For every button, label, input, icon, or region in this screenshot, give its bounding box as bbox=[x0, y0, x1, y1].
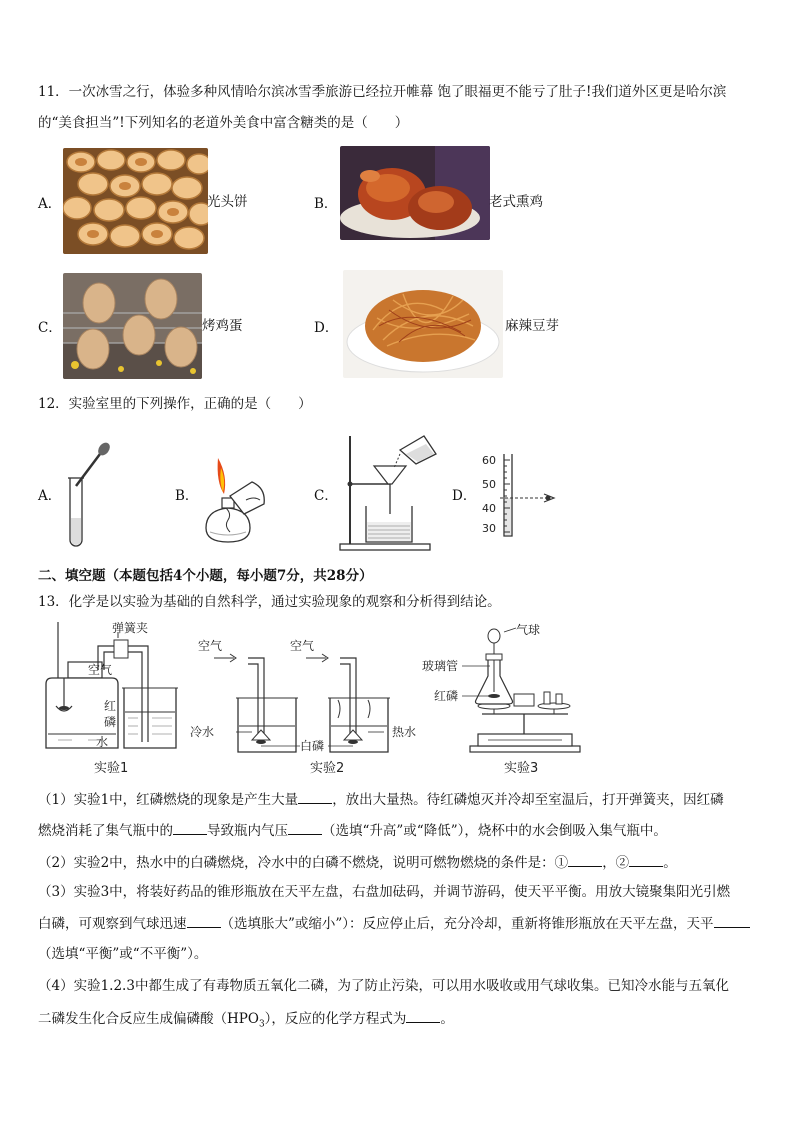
exp2-air-1: 空气 bbox=[198, 639, 223, 653]
q11-option-a-label: 光头饼 bbox=[207, 194, 248, 210]
cylinder-tick-50: 50 bbox=[482, 478, 496, 491]
exp2-white-p: 白磷 bbox=[300, 739, 325, 753]
exp3-red-p-label: 红磷 bbox=[434, 689, 459, 703]
exp1-air-label: 空气 bbox=[88, 663, 113, 677]
q11-option-b-image bbox=[340, 146, 490, 240]
q11-option-d-label: 麻辣豆芽 bbox=[505, 318, 559, 334]
q13-part2-line: （2）实验2中，热水中的白磷燃烧，冷水中的白磷不燃烧，说明可燃物燃烧的条件是：① ，② 。 bbox=[38, 852, 677, 873]
cylinder-tick-40: 40 bbox=[482, 502, 496, 515]
q12-option-a-figure bbox=[60, 440, 120, 554]
q11-stem-line2: 的“美食担当”!下列知名的老道外美食中富含糖类的是（ ） bbox=[38, 115, 409, 131]
q11-option-a-image bbox=[63, 148, 208, 254]
q11-option-a-letter[interactable]: A． bbox=[38, 196, 62, 212]
q12-option-b-letter[interactable]: B． bbox=[175, 488, 199, 504]
q12-option-c-figure bbox=[336, 432, 446, 556]
exp3-balloon-label: 气球 bbox=[516, 623, 541, 637]
exp3-caption: 实验3 bbox=[504, 761, 539, 776]
section-2-heading: 二、填空题（本题包括4个小题，每小题7分，共28分） bbox=[38, 568, 373, 584]
blank-1-1[interactable] bbox=[298, 789, 332, 804]
q11-option-c-letter[interactable]: C． bbox=[38, 320, 62, 336]
experiment-1-apparatus bbox=[46, 622, 178, 748]
q11-option-c-label: 烤鸡蛋 bbox=[202, 318, 243, 334]
exp1-clamp-label: 弹簧夹 bbox=[112, 621, 149, 635]
q11-option-b-label: 老式熏鸡 bbox=[489, 194, 543, 210]
q11-option-b-letter[interactable]: B． bbox=[314, 196, 338, 212]
q11-stem-line1: 11．一次冰雪之行，体验多种风情哈尔滨冰雪季旅游已经拉开帷幕 饱了眼福更不能亏了肚子!我们道外区更是哈尔滨 bbox=[38, 84, 727, 100]
q12-option-d-letter[interactable]: D． bbox=[452, 488, 477, 504]
q13-part3-line1: （3）实验3中，将装好药品的锥形瓶放在天平左盘，右盘加砝码，并调节游码，使天平平衡。用放大镜聚集阳光引燃 bbox=[38, 884, 731, 900]
exp1-red-label: 红 bbox=[104, 699, 117, 713]
q13-part1-line2: 燃烧消耗了集气瓶中的 导致瓶内气压 （选填“升高”或“降低”），烧杯中的水会倒吸入集气瓶中。 bbox=[38, 820, 667, 841]
exp2-cold-water: 冷水 bbox=[190, 725, 215, 739]
exp1-water-label: 水 bbox=[96, 735, 109, 749]
exp2-air-2: 空气 bbox=[290, 639, 315, 653]
blank-2-2[interactable] bbox=[629, 852, 663, 867]
q12-option-b-figure bbox=[198, 448, 278, 552]
q13-stem: 13．化学是以实验为基础的自然科学，通过实验现象的观察和分析得到结论。 bbox=[38, 594, 501, 610]
q13-part3-line2: 白磷，可观察到气球迅速 （选填胀大”或缩小”）：反应停止后，充分冷却，重新将锥形瓶放在天平左盘，天平 bbox=[38, 913, 750, 934]
blank-1-2[interactable] bbox=[173, 820, 207, 835]
experiment-3-apparatus bbox=[462, 628, 580, 752]
q13-part4-line1: （4）实验1.2.3中都生成了有毒物质五氧化二磷，为了防止污染，可以用水吸收或用气球收集。已知冷水能与五氧化 bbox=[38, 978, 729, 994]
q11-option-d-letter[interactable]: D． bbox=[314, 320, 339, 336]
q13-part3-line3: （选填“平衡”或“不平衡”）。 bbox=[38, 946, 208, 962]
q12-option-a-letter[interactable]: A． bbox=[38, 488, 62, 504]
q12-stem: 12．实验室里的下列操作，正确的是（ ） bbox=[38, 396, 312, 412]
exp3-glass-tube-label: 玻璃管 bbox=[422, 659, 459, 673]
q13-part4-line2: 二磷发生化合反应生成偏磷酸$(HPO_3)$，反应的化学方程式为 。 bbox=[38, 1008, 454, 1035]
blank-4-1[interactable] bbox=[406, 1008, 440, 1023]
q11-option-d-image bbox=[343, 270, 503, 378]
q13-experiment-figure bbox=[38, 618, 598, 780]
blank-3-1[interactable] bbox=[187, 913, 221, 928]
q13-part1-line1: （1）实验1中，红磷燃烧的现象是产生大量 ，放出大量热。待红磷熄灭并冷却至室温后，打开弹簧夹，因红磷 bbox=[38, 789, 724, 810]
experiment-2-apparatus bbox=[214, 654, 390, 752]
cylinder-tick-30: 30 bbox=[482, 522, 496, 535]
exp2-caption: 实验2 bbox=[310, 761, 345, 776]
q12-option-c-letter[interactable]: C． bbox=[314, 488, 338, 504]
exp1-caption: 实验1 bbox=[94, 761, 129, 776]
blank-3-2[interactable] bbox=[714, 913, 750, 928]
q12-option-d-figure bbox=[474, 450, 564, 544]
exp1-p-label: 磷 bbox=[104, 715, 117, 729]
exp2-hot-water: 热水 bbox=[392, 725, 417, 739]
q11-option-c-image bbox=[63, 273, 202, 379]
blank-1-3[interactable] bbox=[288, 820, 322, 835]
cylinder-tick-60: 60 bbox=[482, 454, 496, 467]
blank-2-1[interactable] bbox=[568, 852, 602, 867]
